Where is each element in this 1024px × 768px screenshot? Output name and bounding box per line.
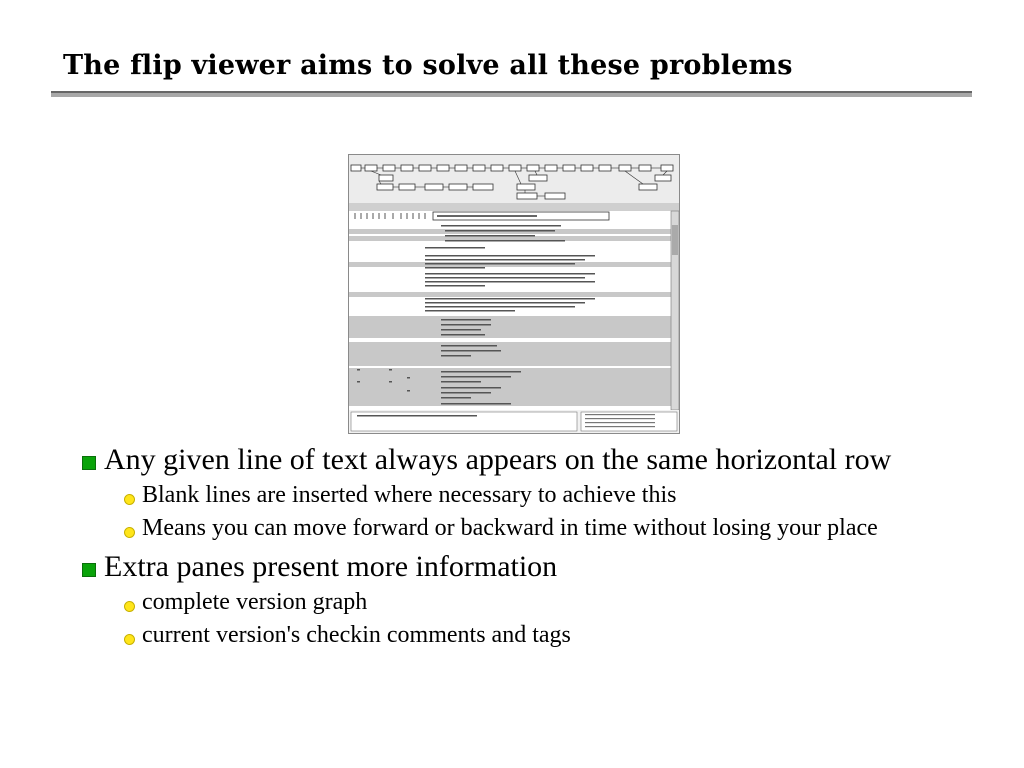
yellow-dot-bullet-icon [124, 634, 135, 645]
bullet-text: current version's checkin comments and tags [142, 622, 571, 648]
bullet-text: Any given line of text always appears on the same horizontal row [104, 443, 892, 476]
bullet-text: complete version graph [142, 589, 368, 615]
yellow-dot-bullet-icon [124, 527, 135, 538]
yellow-dot-bullet-icon [124, 494, 135, 505]
flip-viewer-screenshot [348, 154, 680, 434]
bullet-level1-item [78, 440, 958, 479]
bullet-level2-item [78, 586, 958, 619]
bullet-text: Means you can move forward or backward in time without losing your place [142, 515, 878, 541]
green-square-bullet-icon [82, 563, 96, 577]
slide-title: The flip viewer aims to solve all these problems [63, 50, 793, 81]
bullet-text: Extra panes present more information [104, 550, 558, 583]
bullet-level2-item [78, 512, 958, 545]
title-rule [51, 91, 972, 97]
bullet-level2-item [78, 619, 958, 652]
yellow-dot-bullet-icon [124, 601, 135, 612]
green-square-bullet-icon [82, 456, 96, 470]
bullet-text: Blank lines are inserted where necessary to achieve this [142, 482, 677, 508]
bullet-list [78, 440, 958, 652]
bullet-level1-item [78, 547, 958, 586]
bullet-level2-item [78, 479, 958, 512]
